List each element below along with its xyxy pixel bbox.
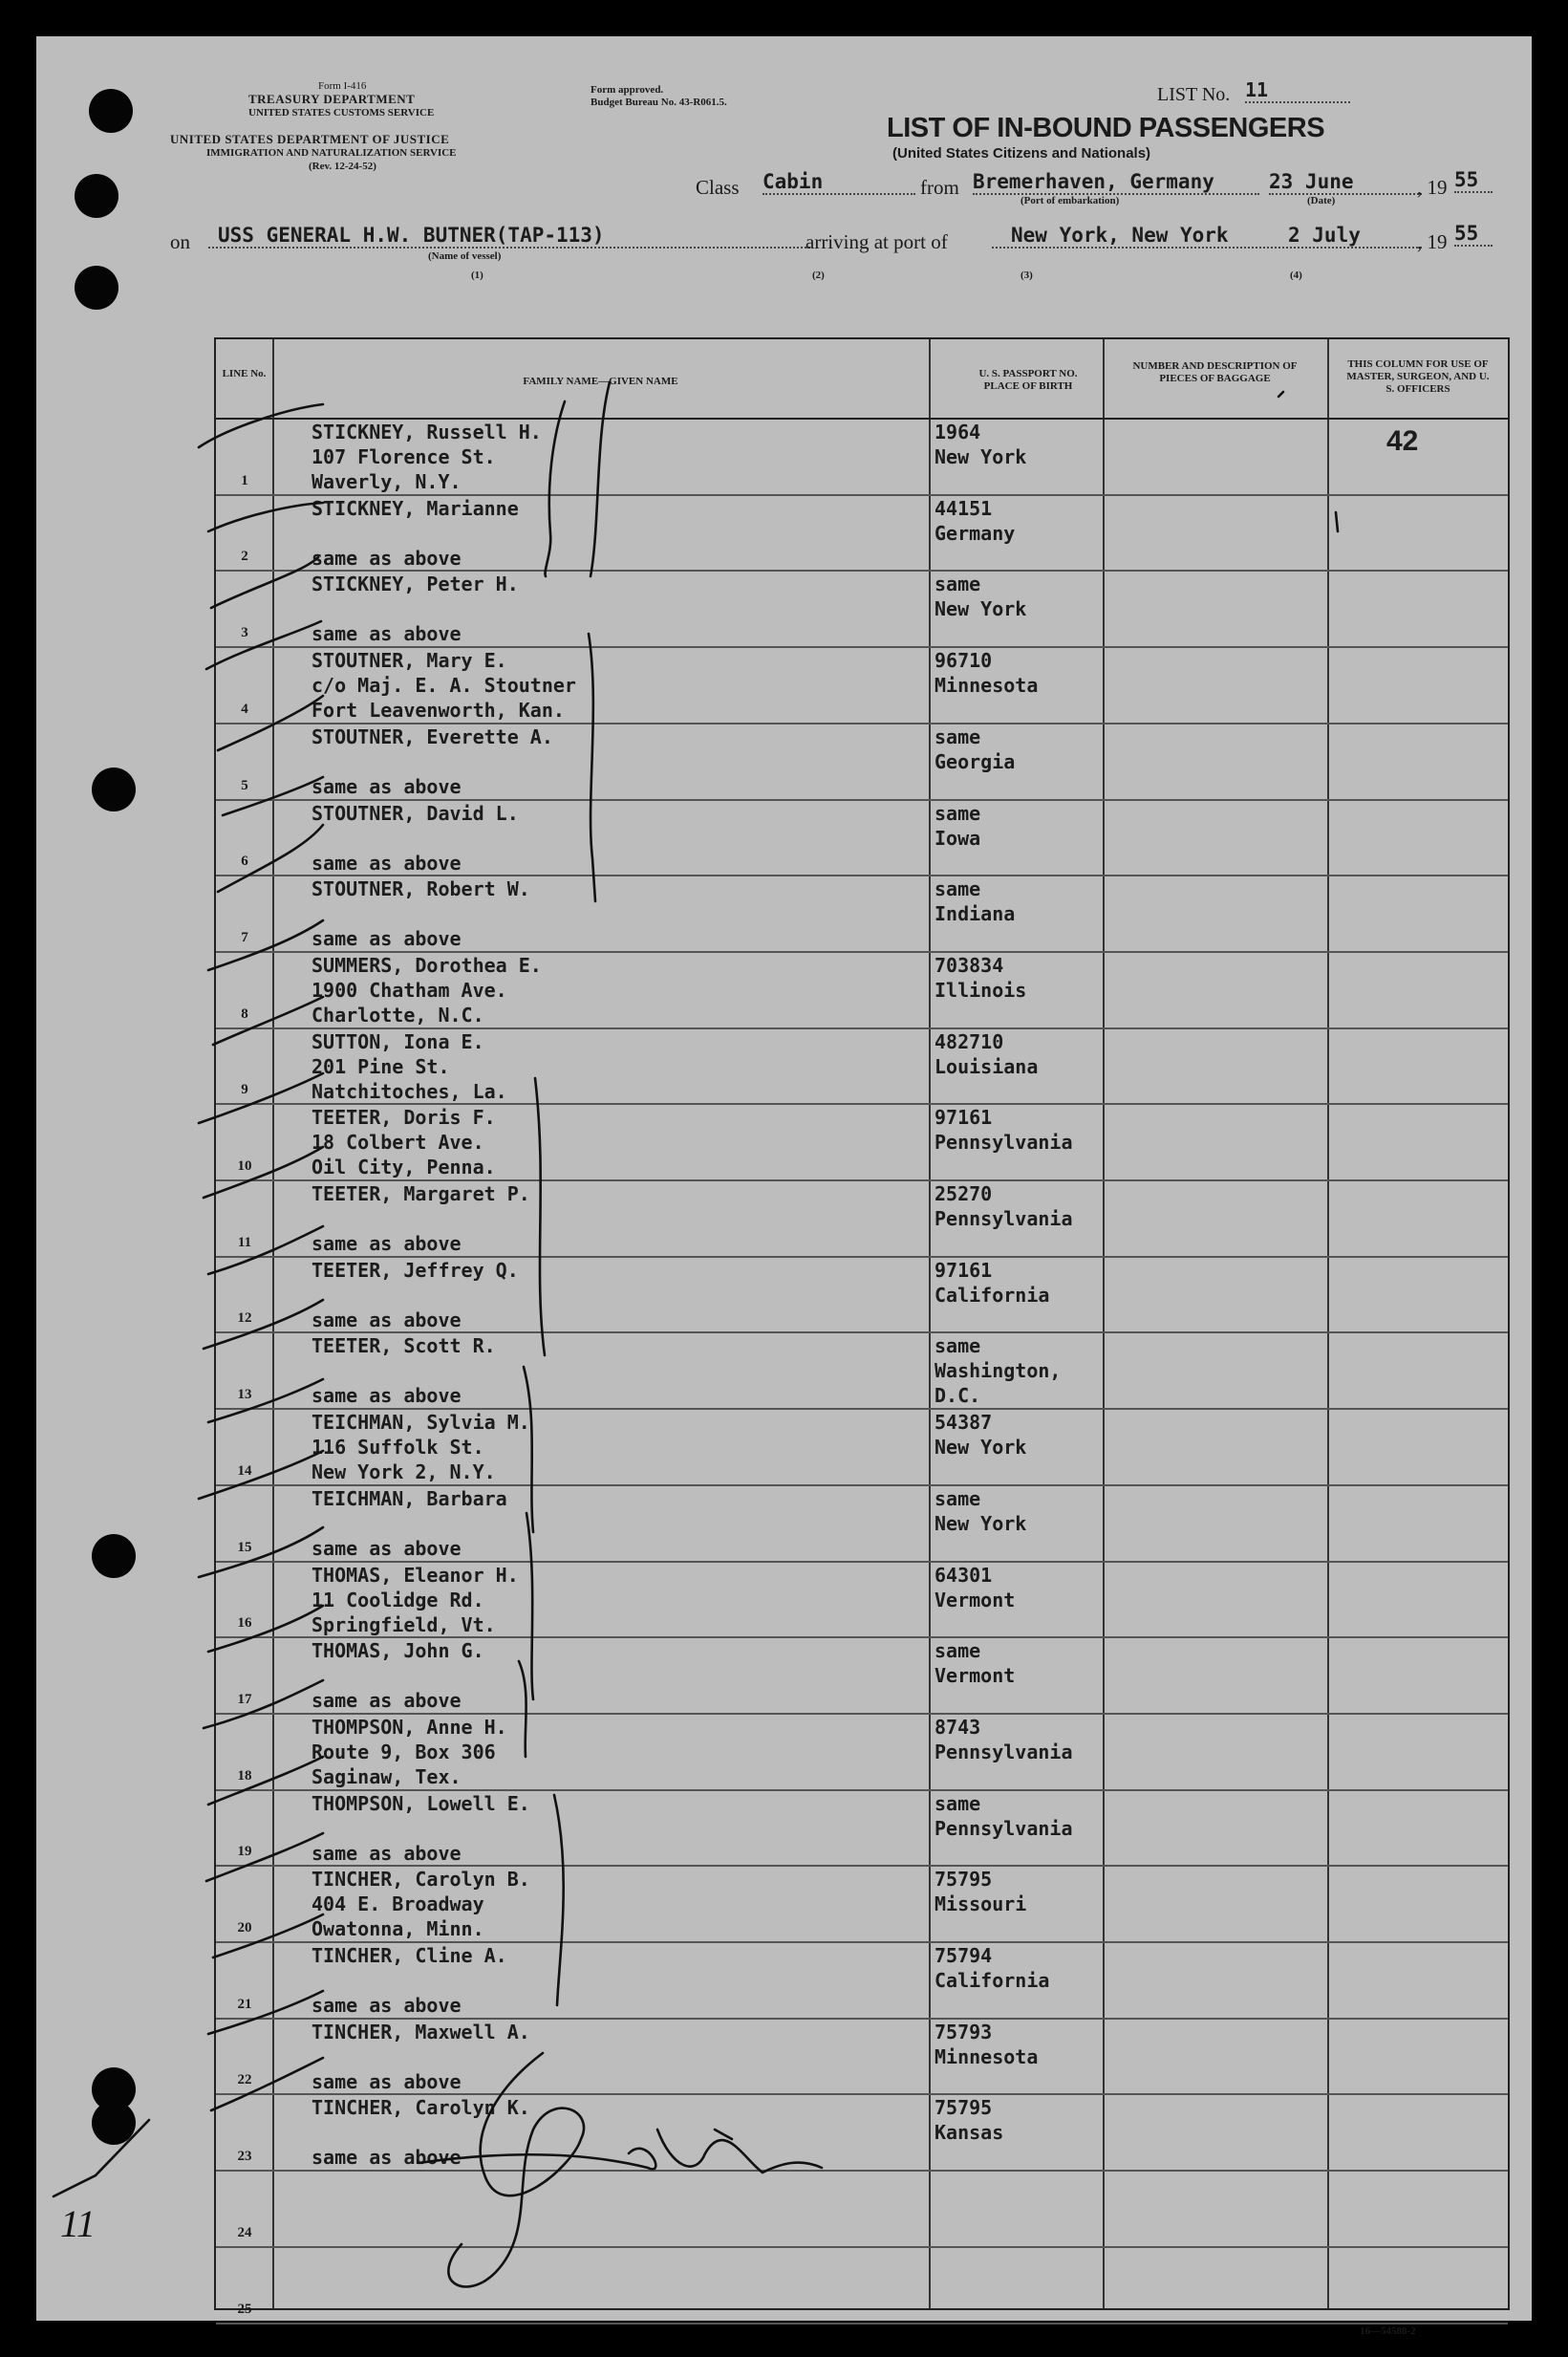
form-approved: Form approved.: [591, 84, 664, 96]
passenger-address: Route 9, Box 306: [311, 1740, 496, 1763]
place-of-birth: Pennsylvania: [934, 1131, 1073, 1155]
list-no-label: LIST No.: [1157, 84, 1231, 105]
passport-number: 97161: [934, 1106, 993, 1130]
passport-number: 482710: [934, 1029, 1004, 1053]
line-number: 21: [237, 1996, 252, 2012]
passport-number: 75793: [934, 2020, 993, 2043]
place-of-birth: Illinois: [934, 978, 1027, 1002]
arriving-label: arriving at port of: [805, 230, 948, 253]
passenger-address: 11 Coolidge Rd.: [311, 1588, 484, 1611]
place-of-birth: Pennsylvania: [934, 1740, 1073, 1763]
col-header-name: FAMILY NAME—GIVEN NAME: [523, 376, 678, 387]
arrival-date: 2 July: [1278, 224, 1422, 249]
line-number: 13: [237, 1387, 252, 1403]
passport-number: 8743: [934, 1715, 981, 1739]
justice-dept: UNITED STATES DEPARTMENT OF JUSTICE: [170, 132, 450, 146]
passport-number: 75794: [934, 1944, 993, 1967]
passenger-address-line2: Springfield, Vt.: [311, 1612, 496, 1636]
margin-check-number: 11: [60, 2202, 97, 2245]
place-of-birth: Pennsylvania: [934, 1207, 1073, 1230]
passenger-address-line2: same as above: [311, 2146, 462, 2170]
place-of-birth: California: [934, 1283, 1050, 1307]
place-of-birth: Minnesota: [934, 674, 1039, 698]
form-number: Form I-416: [318, 80, 367, 92]
passport-number: same: [934, 1486, 981, 1510]
place-of-birth: Washington,: [934, 1359, 1062, 1383]
line-number: 12: [237, 1310, 252, 1327]
place-of-birth: Georgia: [934, 749, 1016, 773]
passenger-name: TEETER, Jeffrey Q.: [311, 1258, 519, 1282]
punch-hole: [92, 768, 136, 811]
year-prefix: , 19: [1417, 230, 1448, 253]
passport-number: 25270: [934, 1182, 993, 1205]
col-num-1: (1): [471, 270, 483, 281]
passenger-name: TEICHMAN, Barbara: [311, 1486, 507, 1510]
line-number: 9: [241, 1082, 248, 1098]
class-value: Cabin: [763, 170, 915, 195]
passport-number: 75795: [934, 1868, 993, 1892]
passenger-name: STICKNEY, Peter H.: [311, 573, 519, 596]
punch-hole: [89, 89, 133, 133]
line-number: 22: [237, 2072, 252, 2088]
passenger-address-line2: Saginaw, Tex.: [311, 1764, 462, 1788]
place-of-birth: New York: [934, 445, 1027, 468]
form-revision: (Rev. 12-24-52): [309, 161, 376, 172]
line-number: 20: [237, 1920, 252, 1935]
passenger-address-line2: Oil City, Penna.: [311, 1156, 496, 1179]
passenger-address: 201 Pine St.: [311, 1054, 450, 1078]
line-number: 15: [237, 1539, 252, 1555]
passport-number: same: [934, 573, 981, 596]
passport-number: same: [934, 724, 981, 748]
line-number: 17: [237, 1691, 252, 1707]
col-num-2: (2): [812, 270, 825, 281]
ins-service: IMMIGRATION AND NATURALIZATION SERVICE: [206, 147, 457, 159]
passenger-address-line2: same as above: [311, 1536, 462, 1560]
line-number: 1: [241, 472, 248, 488]
passport-number: same: [934, 877, 981, 901]
line-number: 10: [237, 1158, 252, 1174]
place-of-birth: New York: [934, 1511, 1027, 1535]
col-num-3: (3): [1020, 270, 1033, 281]
passenger-address-line2: New York 2, N.Y.: [311, 1460, 496, 1484]
line-number: 3: [241, 625, 248, 641]
document-title: LIST OF IN-BOUND PASSENGERS: [887, 113, 1325, 143]
passenger-address-line2: Natchitoches, La.: [311, 1079, 507, 1103]
passenger-table: [214, 337, 1510, 2317]
class-label: Class: [696, 176, 740, 199]
passenger-address: c/o Maj. E. A. Stoutner: [311, 674, 576, 698]
line-number: 16: [237, 1615, 252, 1632]
passenger-name: TEETER, Doris F.: [311, 1106, 496, 1130]
place-of-birth: Vermont: [934, 1664, 1016, 1688]
passenger-name: THOMPSON, Lowell E.: [311, 1791, 530, 1815]
passenger-name: STICKNEY, Marianne: [311, 496, 519, 520]
on-label: on: [170, 230, 190, 253]
date-caption: (Date): [1307, 195, 1336, 206]
passenger-address-line2: Charlotte, N.C.: [311, 1003, 484, 1027]
passport-number: 97161: [934, 1258, 993, 1282]
line-number: 14: [237, 1462, 252, 1479]
passenger-name: STICKNEY, Russell H.: [311, 421, 542, 443]
passport-number: 703834: [934, 953, 1004, 977]
passenger-name: THOMAS, Eleanor H.: [311, 1563, 519, 1587]
place-of-birth: Minnesota: [934, 2044, 1039, 2068]
passenger-address-line2: same as above: [311, 1994, 462, 2017]
place-of-birth: Pennsylvania: [934, 1816, 1073, 1840]
passenger-name: TEETER, Scott R.: [311, 1334, 496, 1358]
passenger-address-line2: Fort Leavenworth, Kan.: [311, 699, 565, 723]
passenger-name: TINCHER, Cline A.: [311, 1944, 507, 1967]
passenger-address-line2: same as above: [311, 2069, 462, 2093]
budget-bureau: Budget Bureau No. 43-R061.5.: [591, 97, 727, 108]
place-of-birth: New York: [934, 1436, 1027, 1460]
passenger-address-line2: same as above: [311, 1384, 462, 1408]
punch-hole: [92, 2101, 136, 2145]
place-of-birth: Louisiana: [934, 1054, 1039, 1078]
col-num-4: (4): [1290, 270, 1302, 281]
passport-number: 64301: [934, 1563, 993, 1587]
passport-number: same: [934, 1639, 981, 1663]
line-number: 23: [237, 2149, 252, 2165]
line-number: 24: [237, 2224, 252, 2240]
departure-year: 55: [1454, 168, 1493, 193]
departure-date: 23 June: [1269, 170, 1422, 195]
from-label: from: [920, 176, 959, 199]
line-number: 11: [237, 1234, 252, 1250]
line-number: 25: [237, 2301, 252, 2317]
col-header-passport: U. S. PASSPORT NO. PLACE OF BIRTH: [978, 368, 1078, 392]
place-of-birth: Kansas: [934, 2121, 1004, 2145]
manifest-sheet: [36, 36, 1532, 2337]
passenger-address-line2: same as above: [311, 622, 462, 646]
passport-number: 96710: [934, 649, 993, 673]
passenger-name: TINCHER, Carolyn K.: [311, 2096, 530, 2120]
passenger-address-line2: same as above: [311, 851, 462, 875]
passenger-name: TEICHMAN, Sylvia M.: [311, 1411, 530, 1435]
row-divider: [216, 2170, 1508, 2172]
passenger-address-line2: same as above: [311, 1232, 462, 1255]
passenger-name: STOUTNER, Robert W.: [311, 877, 530, 901]
place-of-birth-line2: D.C.: [934, 1384, 981, 1408]
col-header-officers: THIS COLUMN FOR USE OF MASTER, SURGEON, AND U. S. OFFICERS: [1346, 358, 1490, 395]
punch-hole: [92, 1534, 136, 1578]
embarkation-port: Bremerhaven, Germany: [973, 170, 1259, 195]
passport-number: 75795: [934, 2096, 993, 2120]
passenger-name: TINCHER, Carolyn B.: [311, 1868, 530, 1892]
passport-number: same: [934, 1791, 981, 1815]
line-number: 6: [241, 854, 248, 870]
passenger-name: STOUTNER, Mary E.: [311, 649, 507, 673]
line-number: 7: [241, 929, 248, 945]
line-number: 8: [241, 1006, 248, 1022]
footer-code: 16—54588-2: [1360, 2325, 1416, 2337]
list-no-value: 11: [1245, 78, 1350, 103]
punch-hole: [75, 174, 118, 218]
passenger-name: THOMAS, John G.: [311, 1639, 484, 1663]
passenger-address-line2: Owatonna, Minn.: [311, 1917, 484, 1941]
passport-number: same: [934, 1334, 981, 1358]
passenger-name: STOUTNER, Everette A.: [311, 724, 553, 748]
line-number: 18: [237, 1767, 252, 1784]
place-of-birth: New York: [934, 597, 1027, 621]
line-number: 5: [241, 777, 248, 793]
port-caption: (Port of embarkation): [1020, 195, 1120, 206]
line-number: 4: [241, 701, 248, 717]
place-of-birth: Vermont: [934, 1588, 1016, 1611]
row-divider: [216, 2246, 1508, 2248]
passenger-address-line2: same as above: [311, 1308, 462, 1331]
passenger-name: SUMMERS, Dorothea E.: [311, 953, 542, 977]
customs-service: UNITED STATES CUSTOMS SERVICE: [248, 107, 435, 119]
passenger-address-line2: same as above: [311, 1689, 462, 1713]
passenger-address: 1900 Chatham Ave.: [311, 978, 507, 1002]
passport-number: 44151: [934, 496, 993, 520]
place-of-birth: California: [934, 1969, 1050, 1992]
passenger-name: TEETER, Margaret P.: [311, 1182, 530, 1205]
passenger-name: SUTTON, Iona E.: [311, 1029, 484, 1053]
passenger-address-line2: same as above: [311, 546, 462, 570]
passenger-name: STOUTNER, David L.: [311, 801, 519, 825]
line-number: 19: [237, 1844, 252, 1860]
line-number: 2: [241, 549, 248, 565]
passenger-address: 18 Colbert Ave.: [311, 1131, 484, 1155]
passenger-address-line2: Waverly, N.Y.: [311, 470, 462, 493]
vessel-name: USS GENERAL H.W. BUTNER(TAP-113): [208, 224, 810, 249]
year-prefix: , 19: [1417, 176, 1448, 199]
row-divider: [216, 2323, 1508, 2325]
col-header-baggage: NUMBER AND DESCRIPTION OF PIECES OF BAGGAGE: [1132, 360, 1298, 384]
passport-number: same: [934, 801, 981, 825]
place-of-birth: Germany: [934, 521, 1016, 545]
passenger-name: TINCHER, Maxwell A.: [311, 2020, 530, 2043]
passenger-address-line2: same as above: [311, 1841, 462, 1865]
officer-note: 42: [1386, 425, 1419, 457]
document-subtitle: (United States Citizens and Nationals): [892, 145, 1151, 162]
place-of-birth: Iowa: [934, 826, 981, 850]
vessel-caption: (Name of vessel): [428, 250, 502, 262]
passenger-address: 116 Suffolk St.: [311, 1436, 484, 1460]
arrival-year: 55: [1454, 222, 1493, 247]
arrival-port: New York, New York: [992, 224, 1288, 249]
passenger-address-line2: same as above: [311, 927, 462, 951]
place-of-birth: Indiana: [934, 902, 1016, 926]
treasury-dept: TREASURY DEPARTMENT: [248, 92, 416, 106]
passenger-address: 107 Florence St.: [311, 445, 496, 468]
passport-number: 1964: [934, 421, 981, 443]
passport-number: 54387: [934, 1411, 993, 1435]
place-of-birth: Missouri: [934, 1892, 1027, 1916]
passenger-address: 404 E. Broadway: [311, 1892, 484, 1916]
passenger-name: THOMPSON, Anne H.: [311, 1715, 507, 1739]
punch-hole: [75, 266, 118, 310]
col-header-line: LINE No.: [222, 368, 267, 379]
passenger-address-line2: same as above: [311, 774, 462, 798]
